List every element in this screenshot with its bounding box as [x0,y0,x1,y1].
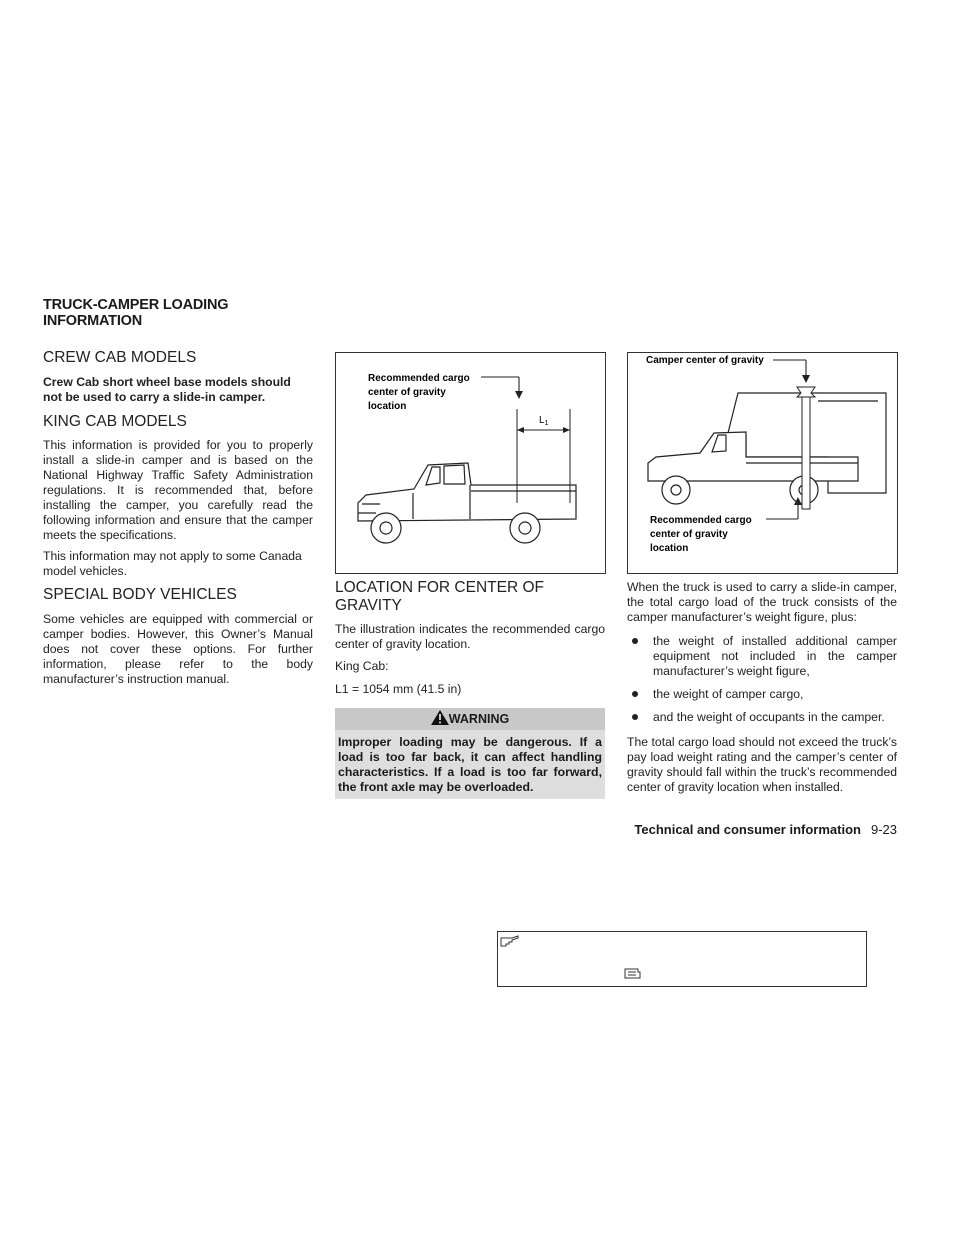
crew-cab-heading: CREW CAB MODELS [43,349,197,366]
camper-diagram [628,353,897,573]
warning-header [335,708,605,730]
fig1-label-line3: location [368,401,407,412]
warning-text: Improper loading may be dangerous. If a load is too far back, it can affect handling characteristics. If a load is too far forward, the front axle may be overloaded. [335,730,605,799]
bullet-dot [632,714,638,720]
camper-closing: The total cargo load should not exceed the truck’s pay load weight rating and the camper’s center of gravity should fall within the truck’s recommended center of gravity location when installed. [627,735,897,794]
special-body-heading: SPECIAL BODY VEHICLES [43,586,237,603]
fig1-dim-label: $L_1$ [539,415,549,427]
king-cab-paragraph-2: This information may not apply to some Canada model vehicles. [43,549,302,578]
king-cab-heading: KING CAB MODELS [43,413,187,430]
king-cab-paragraph-1: This information is provided for you to properly install a slide-in camper and is based on the National Highway Traffic Safety Administration regulations. It is recommended that, before installing the camper, you carefully read the following information and ensure that the camper meets the specifications. [43,438,313,542]
camper-bullets [627,634,897,733]
figure-king-cab-cg [335,352,606,574]
fig2-label-line2: center of gravity [650,529,728,540]
bullet-item: the weight of installed additional camper equipment not included in the camper manufacturer’s weight figure, [627,634,897,679]
page-number: 9-23 [870,822,897,837]
bullet-dot [632,638,638,644]
crew-cab-text: Crew Cab short wheel base models should not be used to carry a slide-in camper. [43,375,291,404]
fig2-label-line3: location [650,543,689,554]
king-cab-label: King Cab: [335,659,389,673]
camper-intro: When the truck is used to carry a slide-in camper, the total cargo load of the truck consists of the camper manufacturer’s weight figure, plus: [627,580,897,624]
figure-camper-cg [627,352,898,574]
warning-box [335,708,605,799]
warning-triangle-icon [431,710,449,725]
location-cg-text: The illustration indicates the recommended cargo center of gravity location. [335,622,605,651]
location-cg-heading: LOCATION FOR CENTER OF GRAVITY [335,579,544,614]
fig1-label-line2: center of gravity [368,387,446,398]
hand-icon [624,966,642,980]
section-title: TRUCK-CAMPER LOADING INFORMATION [43,297,229,329]
fig2-top-label: Camper center of gravity [646,355,764,366]
bullet-dot [632,691,638,697]
note-box [497,931,867,987]
l1-value: L1 = 1054 mm (41.5 in) [335,682,462,696]
special-body-text: Some vehicles are equipped with commercial or camper bodies. However, this Owner’s Manual does not cover these options. For further information, please refer to the body manufacturer’s instruction manual. [43,612,313,686]
pointing-hand-icon [500,934,520,948]
bullet-item: and the weight of occupants in the camper. [627,710,897,725]
truck-diagram [336,353,605,573]
bullet-item: the weight of camper cargo, [627,687,897,702]
warning-title: WARNING [448,712,510,726]
page-footer [560,822,897,837]
footer-section: Technical and consumer information [634,822,861,837]
fig1-label-line1: Recommended cargo [368,373,470,384]
fig2-label-line1: Recommended cargo [650,515,752,526]
